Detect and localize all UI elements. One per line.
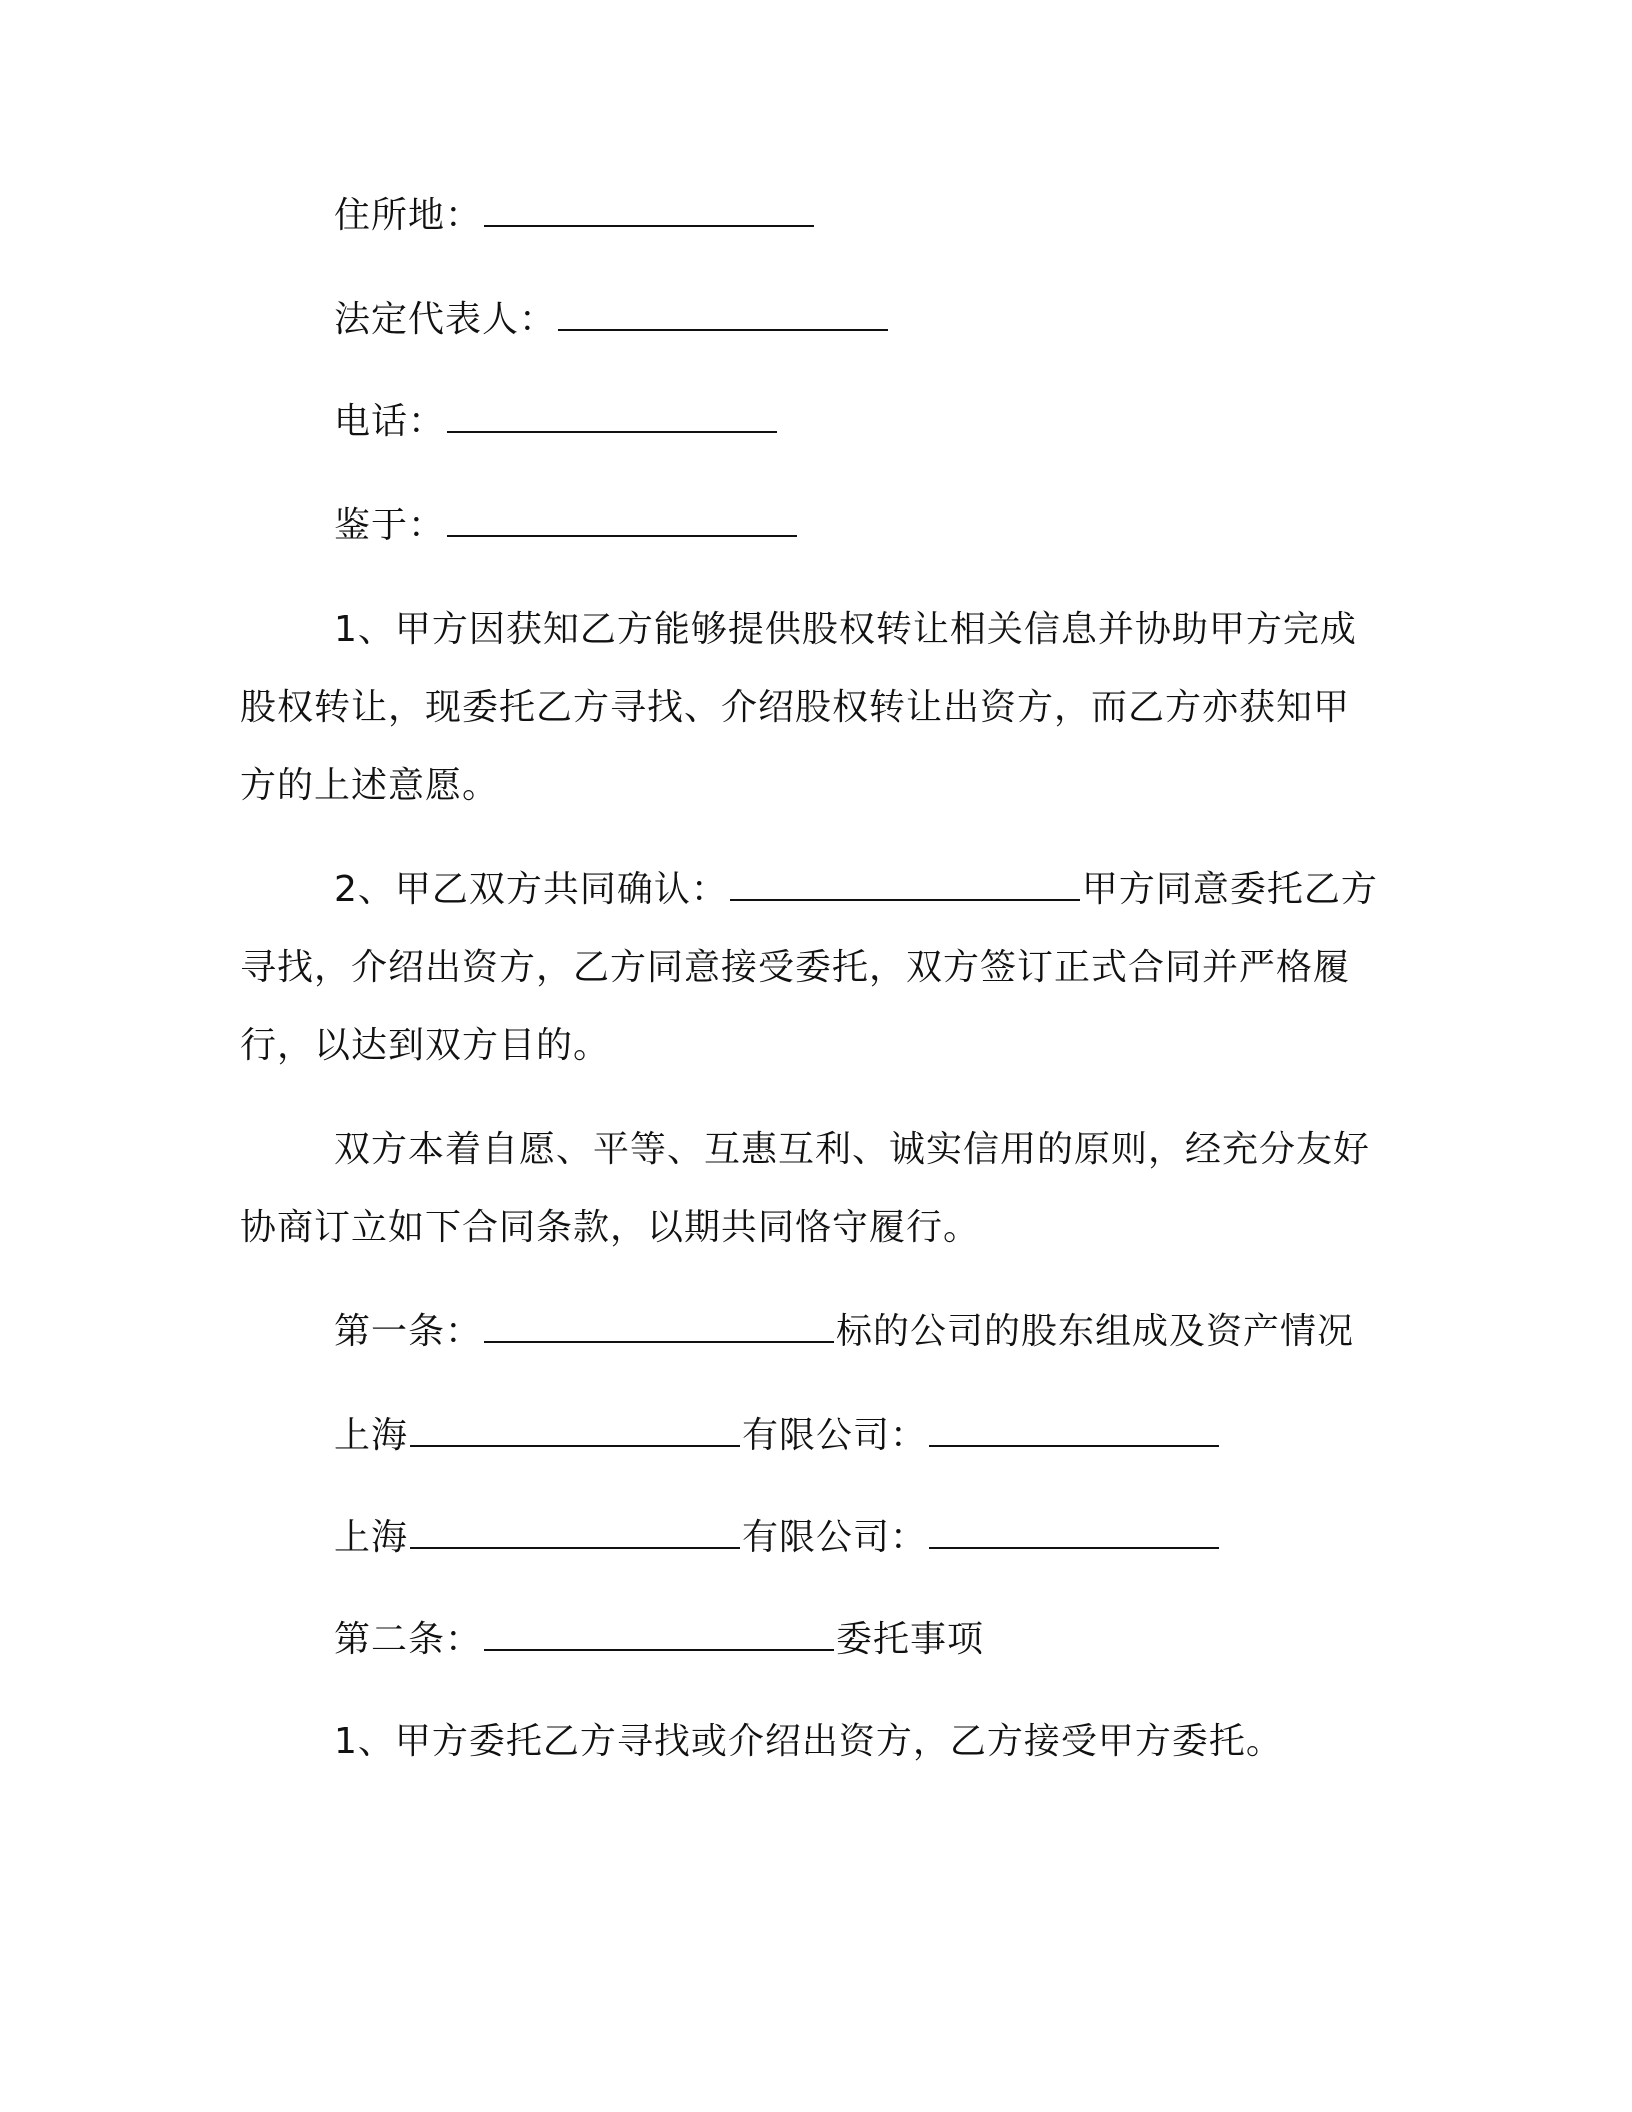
- company-name-blank: [410, 1419, 740, 1447]
- phone-label: 电话：: [334, 401, 446, 442]
- clause1-line1: 1、甲方因获知乙方能够提供股权转让相关信息并协助甲方完成: [334, 609, 1357, 650]
- article1-heading: [334, 1312, 1484, 1352]
- company-row: [334, 1416, 1484, 1456]
- company-prefix: 上海: [334, 1517, 409, 1558]
- clause2-line1: [334, 870, 1484, 910]
- company-value-blank: [929, 1419, 1219, 1447]
- legal-rep-field: [334, 300, 1484, 340]
- legal-rep-blank: [558, 303, 888, 331]
- article1-blank: [484, 1315, 834, 1343]
- company-middle: 有限公司：: [742, 1415, 928, 1456]
- clause2-blank: [730, 873, 1080, 901]
- article1-suffix: 标的公司的股东组成及资产情况: [836, 1311, 1355, 1352]
- phone-blank: [447, 405, 777, 433]
- clause1-line2: 股权转让，现委托乙方寻找、介绍股权转让出资方，而乙方亦获知甲: [240, 687, 1351, 728]
- whereas-label: 鉴于：: [334, 505, 446, 546]
- principle-line2: 协商订立如下合同条款，以期共同恪守履行。: [240, 1207, 981, 1248]
- residence-blank: [484, 199, 814, 227]
- whereas-field: [334, 506, 1484, 546]
- article2-prefix: 第二条：: [334, 1619, 483, 1660]
- clause2-prefix: 2、甲乙双方共同确认：: [334, 869, 728, 910]
- article2-heading: [334, 1620, 1484, 1660]
- company-middle: 有限公司：: [742, 1517, 928, 1558]
- article2-item1: 1、甲方委托乙方寻找或介绍出资方，乙方接受甲方委托。: [334, 1721, 1283, 1762]
- company-name-blank: [410, 1521, 740, 1549]
- whereas-blank: [447, 509, 797, 537]
- legal-rep-label: 法定代表人：: [334, 299, 557, 340]
- clause2-line3: 行，以达到双方目的。: [240, 1025, 611, 1066]
- company-value-blank: [929, 1521, 1219, 1549]
- phone-field: [334, 402, 1484, 442]
- clause1-line3: 方的上述意愿。: [240, 765, 500, 806]
- principle-line1: 双方本着自愿、平等、互惠互利、诚实信用的原则，经充分友好: [334, 1129, 1371, 1170]
- residence-label: 住所地：: [334, 195, 483, 236]
- article1-prefix: 第一条：: [334, 1311, 483, 1352]
- article2-blank: [484, 1623, 834, 1651]
- company-row: [334, 1518, 1484, 1558]
- residence-field: [334, 196, 1484, 236]
- company-prefix: 上海: [334, 1415, 409, 1456]
- article2-suffix: 委托事项: [836, 1619, 985, 1660]
- clause2-suffix: 甲方同意委托乙方: [1081, 869, 1378, 910]
- clause2-line2: 寻找，介绍出资方，乙方同意接受委托，双方签订正式合同并严格履: [240, 947, 1351, 988]
